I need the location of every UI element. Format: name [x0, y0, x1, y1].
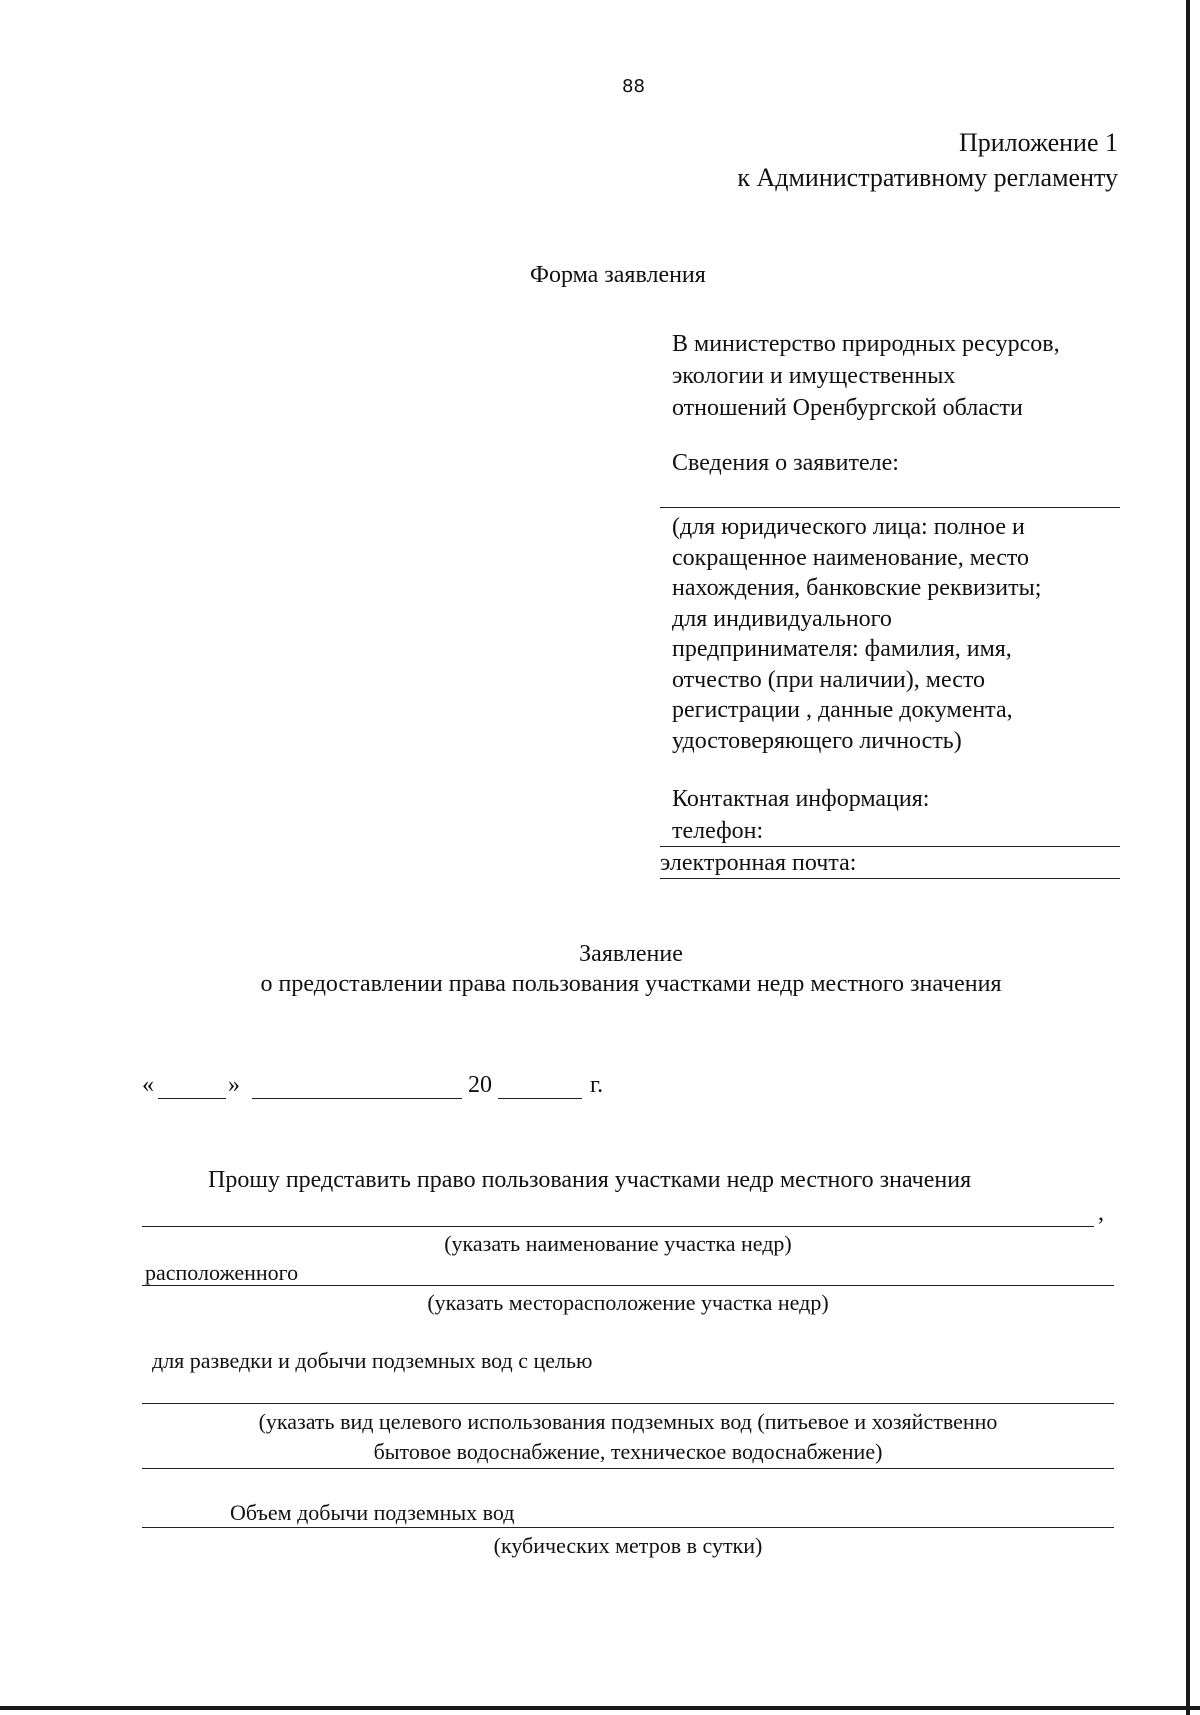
statement-subtitle: о предоставлении права пользования участками недр местного значения — [260, 971, 1002, 997]
date-open-quote: « — [142, 1072, 154, 1098]
applicant-hint-line: предпринимателя: фамилия, имя, — [672, 636, 1012, 662]
date-day-field[interactable] — [158, 1098, 226, 1099]
located-label: расположенного — [145, 1260, 299, 1285]
form-title: Форма заявления — [530, 262, 706, 288]
applicant-hint-line: нахождения, банковские реквизиты; — [672, 575, 1042, 601]
addressee-line: В министерство природных ресурсов, — [672, 331, 1060, 357]
applicant-hint-line: для индивидуального — [672, 605, 892, 632]
applicant-hint-line: (для юридического лица: полное и — [672, 514, 1025, 540]
request-text: Прошу представить право пользования участками недр местного значения — [208, 1167, 972, 1193]
date-year-field[interactable] — [498, 1098, 582, 1099]
applicant-hint-line: сокращенное наименование, место — [672, 544, 1030, 571]
date-year-suffix: г. — [590, 1072, 604, 1098]
date-close-quote: » — [228, 1072, 240, 1098]
date-month-field[interactable] — [252, 1098, 462, 1099]
site-name-comma: , — [1098, 1200, 1104, 1226]
statement-title: Заявление — [579, 941, 683, 967]
purpose-separator — [142, 1468, 1114, 1469]
applicant-hint-line: отчество (при наличии), место — [672, 666, 986, 693]
email-label: электронная почта: — [660, 850, 857, 876]
applicant-hint-block — [672, 512, 1041, 756]
addressee-line: отношений Оренбургской области — [672, 395, 1023, 421]
purpose-hint-line-2: бытовое водоснабжение, техническое водоснабжение) — [373, 1439, 883, 1464]
site-location-field[interactable] — [142, 1285, 1114, 1286]
contact-heading: Контактная информация: — [672, 786, 930, 812]
purpose-hint-line-1: (указать вид целевого использования подземных вод (питьевое и хозяйственно — [258, 1409, 998, 1434]
applicant-hint-line: удостоверяющего личность) — [672, 727, 962, 754]
purpose-field[interactable] — [142, 1403, 1114, 1404]
applicant-heading: Сведения о заявителе: — [672, 450, 899, 476]
appendix-line-1: Приложение 1 — [958, 128, 1118, 157]
date-year-prefix: 20 — [468, 1072, 492, 1098]
purpose-label: для разведки и добычи подземных вод с целью — [152, 1348, 593, 1373]
site-location-hint: (указать месторасположение участка недр) — [427, 1290, 829, 1315]
appendix-line-2: к Административному регламенту — [737, 163, 1118, 192]
applicant-hint-line: регистрации , данные документа, — [672, 697, 1013, 723]
site-name-field[interactable] — [142, 1226, 1094, 1227]
volume-label: Объем добычи подземных вод — [230, 1500, 515, 1525]
volume-field[interactable] — [142, 1527, 1114, 1528]
page-border-right — [1186, 0, 1190, 1715]
applicant-info-line[interactable] — [660, 507, 1120, 508]
page-number: 88 — [622, 76, 645, 97]
email-field[interactable] — [660, 878, 1120, 879]
page-border-bottom — [0, 1706, 1200, 1710]
phone-label: телефон: — [672, 818, 764, 844]
addressee-block — [672, 328, 1060, 424]
phone-field[interactable] — [660, 846, 1120, 847]
site-name-hint: (указать наименование участка недр) — [444, 1231, 792, 1256]
volume-hint: (кубических метров в сутки) — [493, 1533, 763, 1558]
addressee-line: экологии и имущественных — [672, 363, 956, 389]
